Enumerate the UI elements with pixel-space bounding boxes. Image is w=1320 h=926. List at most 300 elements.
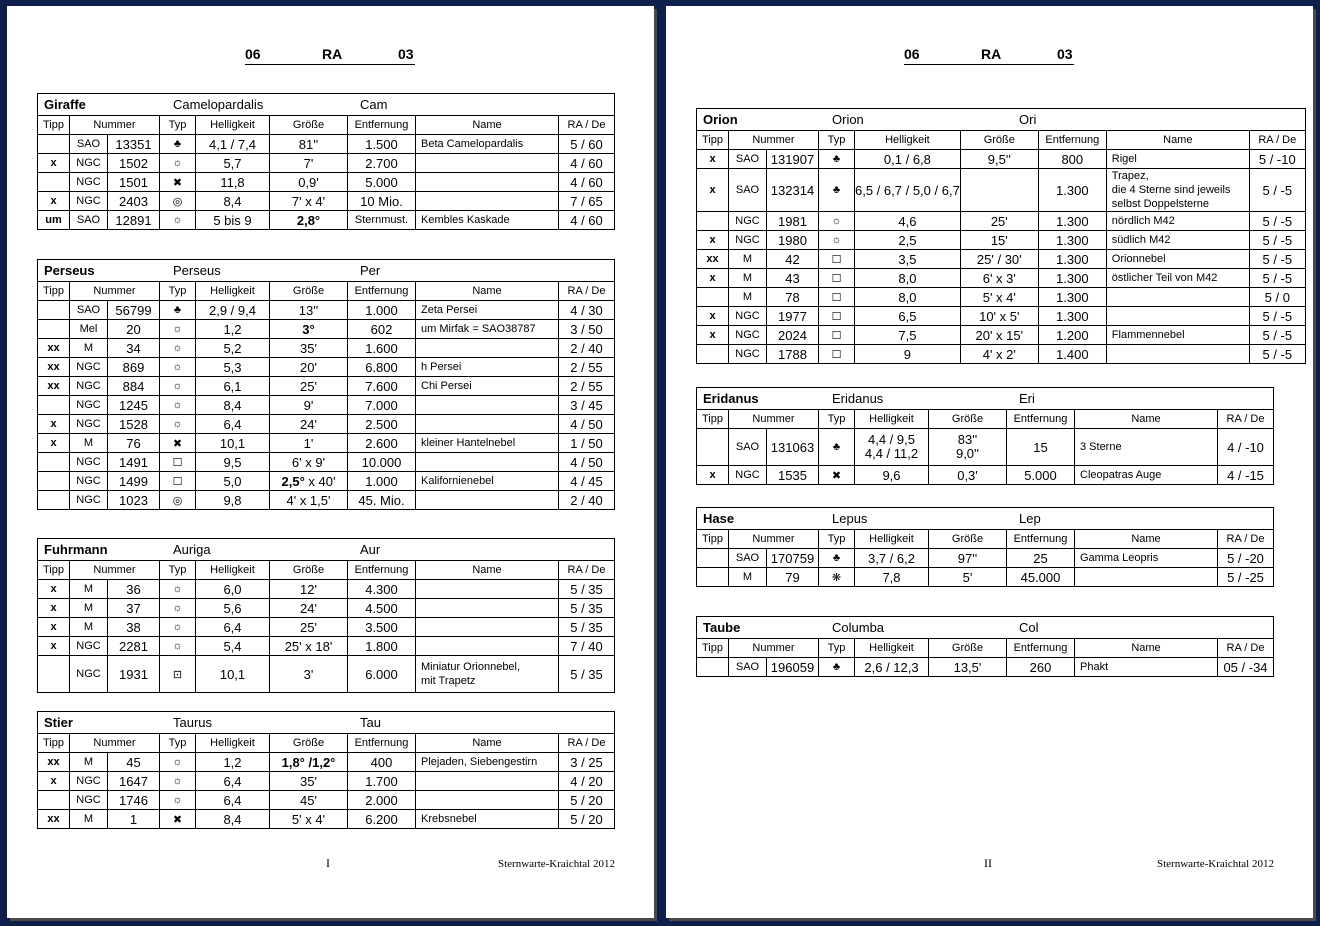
number-cell: 1977 [767,307,819,326]
tipp-cell: xx [38,753,70,772]
magnitude-cell: 6,5 / 6,7 / 5,0 / 6,7 [855,169,961,212]
constellation-title [697,617,1274,639]
name-cell [416,491,559,510]
ra-de-cell: 3 / 45 [559,396,615,415]
column-header-row [38,561,615,580]
column-header: Nummer [729,410,819,429]
name-cell: Kembles Kaskade [416,211,559,230]
number-cell: 131907 [767,150,819,169]
name-cell [1106,288,1249,307]
object-type-icon: ☼ [160,772,196,791]
header-minute: 03 [1057,46,1073,62]
object-row [38,656,615,693]
column-header: Typ [819,131,855,150]
catalog-cell: SAO [729,658,767,677]
size-cell: 13,5' [929,658,1007,677]
object-row [38,753,615,772]
number-cell: 20 [108,320,160,339]
size-cell: 24' [270,415,348,434]
catalog-cell: NGC [729,466,767,485]
ra-de-cell: 4 / 60 [559,154,615,173]
object-row [38,772,615,791]
size-cell: 1,8° /1,2° [270,753,348,772]
number-cell: 884 [108,377,160,396]
tipp-cell: x [38,618,70,637]
distance-cell: 5.000 [1007,466,1075,485]
tipp-cell [38,301,70,320]
column-header: Helligkeit [855,410,929,429]
object-type-icon: ✖ [160,173,196,192]
number-cell: 76 [108,434,160,453]
name-cell: Krebsnebel [416,810,559,829]
number-cell: 1647 [108,772,160,791]
column-header: Typ [160,561,196,580]
tipp-cell [38,491,70,510]
size-cell: 9,5'' [960,150,1038,169]
object-row [697,250,1306,269]
size-cell [960,169,1038,212]
header-hour: 06 [904,46,920,62]
constellation-abbreviation: Per [360,263,381,278]
size-cell: 6' x 9' [270,453,348,472]
object-row [38,580,615,599]
object-row [38,791,615,810]
constellation-german-name: Eridanus [703,391,759,406]
constellation-table-eridanus [696,387,1274,485]
tipp-cell: um [38,211,70,230]
distance-cell: 1.600 [348,339,416,358]
catalog-cell: NGC [70,656,108,693]
ra-de-cell: 5 / -5 [1249,307,1305,326]
name-cell: Trapez, die 4 Sterne sind jeweils selbst Doppelsterne [1106,169,1249,212]
magnitude-cell: 5,6 [196,599,270,618]
catalog-cell: NGC [70,173,108,192]
number-cell: 1023 [108,491,160,510]
number-cell: 34 [108,339,160,358]
column-header: Name [1075,410,1218,429]
object-row [38,599,615,618]
object-row [697,307,1306,326]
catalog-cell: M [70,339,108,358]
distance-cell: 1.300 [1038,250,1106,269]
size-cell: 81'' [270,135,348,154]
object-row [697,212,1306,231]
distance-cell: 10.000 [348,453,416,472]
size-cell: 3' [270,656,348,693]
distance-cell: 3.500 [348,618,416,637]
number-cell: 56799 [108,301,160,320]
object-row [38,301,615,320]
catalog-cell: M [70,753,108,772]
magnitude-cell: 4,4 / 9,5 4,4 / 11,2 [855,429,929,466]
column-header: Größe [929,639,1007,658]
size-cell: 3° [270,320,348,339]
column-header: Größe [270,116,348,135]
constellation-latin-name: Taurus [173,715,213,730]
size-cell: 20' x 15' [960,326,1038,345]
object-type-icon: ☼ [160,154,196,173]
tipp-cell [697,568,729,587]
ra-de-cell: 2 / 55 [559,358,615,377]
magnitude-cell: 8,4 [196,192,270,211]
constellation-title-row [38,712,615,734]
tipp-cell: x [697,169,729,212]
column-header: Name [416,561,559,580]
column-header: RA / De [1218,410,1274,429]
distance-cell: 400 [348,753,416,772]
magnitude-cell: 1,2 [196,320,270,339]
name-cell [416,396,559,415]
page-footer: Sternwarte-Kraichtal 2012 [498,858,615,870]
number-cell: 36 [108,580,160,599]
object-row [697,658,1274,677]
number-cell: 1491 [108,453,160,472]
ra-de-cell: 4 / 60 [559,173,615,192]
object-type-icon: ☼ [160,320,196,339]
constellation-title [697,388,1274,410]
distance-cell: 1.300 [1038,169,1106,212]
magnitude-cell: 6,4 [196,415,270,434]
distance-cell: 1.300 [1038,288,1106,307]
tipp-cell: x [38,434,70,453]
number-cell: 2024 [767,326,819,345]
constellation-german-name: Hase [703,511,735,526]
ra-de-cell: 2 / 40 [559,491,615,510]
object-row [38,434,615,453]
column-header-row [697,639,1274,658]
catalog-cell: M [70,434,108,453]
distance-cell: 260 [1007,658,1075,677]
ra-de-cell: 5 / 35 [559,599,615,618]
constellation-latin-name: Eridanus [832,391,884,406]
object-type-icon: ☼ [160,618,196,637]
constellation-title [697,508,1274,530]
magnitude-cell: 2,6 / 12,3 [855,658,929,677]
magnitude-cell: 3,5 [855,250,961,269]
object-row [38,358,615,377]
object-type-icon: ☼ [160,415,196,434]
distance-cell: 6.800 [348,358,416,377]
object-type-icon: ☼ [160,211,196,230]
ra-de-cell: 5 / -25 [1218,568,1274,587]
name-cell: kleiner Hantelnebel [416,434,559,453]
column-header: Tipp [697,131,729,150]
object-type-icon: ☼ [160,599,196,618]
column-header: Nummer [729,639,819,658]
distance-cell: 45. Mio. [348,491,416,510]
magnitude-cell: 0,1 / 6,8 [855,150,961,169]
object-type-icon: ☼ [819,212,855,231]
name-cell [416,618,559,637]
object-type-icon: ⊡ [160,656,196,693]
tipp-cell: x [697,231,729,250]
object-row [697,288,1306,307]
number-cell: 1501 [108,173,160,192]
page-left [7,6,654,918]
constellation-latin-name: Orion [832,112,864,127]
magnitude-cell: 9,5 [196,453,270,472]
distance-cell: 7.600 [348,377,416,396]
constellation-title-row [697,388,1274,410]
page-header [904,46,1074,65]
distance-cell: 4.500 [348,599,416,618]
constellation-title-row [697,109,1306,131]
ra-de-cell: 5 / 35 [559,656,615,693]
magnitude-cell: 6,5 [855,307,961,326]
constellation-title-row [38,539,615,561]
catalog-cell: SAO [729,169,767,212]
page-header [245,46,415,65]
tipp-cell [38,472,70,491]
column-header: Typ [160,116,196,135]
column-header: Tipp [38,561,70,580]
object-type-icon: ♣ [160,135,196,154]
column-header: Helligkeit [196,561,270,580]
distance-cell: 800 [1038,150,1106,169]
tipp-cell: x [697,326,729,345]
column-header: Nummer [70,734,160,753]
constellation-title-row [38,94,615,116]
number-cell: 1746 [108,791,160,810]
size-cell: 12' [270,580,348,599]
magnitude-cell: 8,4 [196,810,270,829]
column-header: Entfernung [348,282,416,301]
number-cell: 79 [767,568,819,587]
distance-cell: 2.500 [348,415,416,434]
object-type-icon: ◎ [160,192,196,211]
object-type-icon: ♣ [819,150,855,169]
distance-cell: 2.600 [348,434,416,453]
tipp-cell [697,429,729,466]
column-header: RA / De [1218,639,1274,658]
column-header: Helligkeit [196,734,270,753]
tipp-cell [38,320,70,339]
distance-cell: 25 [1007,549,1075,568]
column-header: RA / De [559,116,615,135]
magnitude-cell: 8,4 [196,396,270,415]
magnitude-cell: 3,7 / 6,2 [855,549,929,568]
tipp-cell: x [38,580,70,599]
ra-de-cell: 4 / 45 [559,472,615,491]
catalog-cell: NGC [70,192,108,211]
magnitude-cell: 5,4 [196,637,270,656]
object-row [38,453,615,472]
catalog-cell: NGC [70,491,108,510]
column-header: Helligkeit [855,639,929,658]
magnitude-cell: 10,1 [196,434,270,453]
constellation-table-hase [696,507,1274,587]
column-header: Größe [270,282,348,301]
ra-de-cell: 4 / 60 [559,211,615,230]
object-row [697,231,1306,250]
name-cell: um Mirfak = SAO38787 [416,320,559,339]
size-cell: 1' [270,434,348,453]
column-header: Typ [819,410,855,429]
number-cell: 13351 [108,135,160,154]
distance-cell: 6.200 [348,810,416,829]
object-type-icon: ♣ [819,169,855,212]
catalog-cell: SAO [729,549,767,568]
catalog-cell: M [70,580,108,599]
size-cell: 7' x 4' [270,192,348,211]
tipp-cell [38,453,70,472]
distance-cell: 6.000 [348,656,416,693]
column-header: Typ [819,530,855,549]
distance-cell: 45.000 [1007,568,1075,587]
constellation-abbreviation: Ori [1019,112,1037,127]
constellation-table-stier [37,711,615,829]
number-cell: 1499 [108,472,160,491]
ra-de-cell: 05 / -34 [1218,658,1274,677]
object-type-icon: ☼ [160,377,196,396]
column-header-row [38,734,615,753]
distance-cell: 1.000 [348,472,416,491]
number-cell: 1931 [108,656,160,693]
distance-cell: 1.300 [1038,307,1106,326]
object-row [38,339,615,358]
header-hour: 06 [245,46,261,62]
constellation-abbreviation: Lep [1019,511,1041,526]
tipp-cell: x [697,150,729,169]
catalog-cell: NGC [729,231,767,250]
object-type-icon: ✖ [819,466,855,485]
distance-cell: 2.700 [348,154,416,173]
tipp-cell: x [38,772,70,791]
column-header: Tipp [697,410,729,429]
constellation-german-name: Taube [703,620,741,635]
magnitude-cell: 5 bis 9 [196,211,270,230]
column-header: Tipp [38,282,70,301]
ra-de-cell: 2 / 40 [559,339,615,358]
object-row [38,192,615,211]
ra-de-cell: 5 / 35 [559,618,615,637]
catalog-cell: NGC [70,453,108,472]
size-cell: 5' x 4' [960,288,1038,307]
constellation-latin-name: Columba [832,620,885,635]
object-row [38,415,615,434]
number-cell: 131063 [767,429,819,466]
header-ra: RA [981,46,1002,62]
number-cell: 1245 [108,396,160,415]
size-cell: 5' x 4' [270,810,348,829]
size-cell: 45' [270,791,348,810]
column-header-row [697,530,1274,549]
tipp-cell: x [38,599,70,618]
page-right [666,6,1313,918]
number-cell: 1535 [767,466,819,485]
distance-cell: 4.300 [348,580,416,599]
magnitude-cell: 4,6 [855,212,961,231]
constellation-table-perseus [37,259,615,510]
column-header: Nummer [70,116,160,135]
object-row [38,154,615,173]
header-ra: RA [322,46,343,62]
tipp-cell: x [38,192,70,211]
object-row [697,150,1306,169]
catalog-cell: M [70,618,108,637]
magnitude-cell: 2,9 / 9,4 [196,301,270,320]
size-cell: 25' x 18' [270,637,348,656]
tipp-cell: x [38,637,70,656]
magnitude-cell: 4,1 / 7,4 [196,135,270,154]
object-type-icon: ☼ [160,580,196,599]
catalog-cell: SAO [70,135,108,154]
size-cell: 2,8° [270,211,348,230]
size-cell: 6' x 3' [960,269,1038,288]
column-header: Entfernung [348,116,416,135]
number-cell: 12891 [108,211,160,230]
object-row [697,326,1306,345]
constellation-title-row [38,260,615,282]
constellation-abbreviation: Aur [360,542,381,557]
magnitude-cell: 5,2 [196,339,270,358]
tipp-cell: x [697,466,729,485]
object-type-icon: ☐ [819,307,855,326]
magnitude-cell: 6,0 [196,580,270,599]
ra-de-cell: 5 / 20 [559,791,615,810]
number-cell: 42 [767,250,819,269]
size-cell: 0,9' [270,173,348,192]
tipp-cell: x [697,307,729,326]
tipp-cell [697,549,729,568]
column-header: Entfernung [1007,530,1075,549]
object-row [38,396,615,415]
name-cell [1106,345,1249,364]
name-cell: Flammennebel [1106,326,1249,345]
column-header: Nummer [70,282,160,301]
column-header: RA / De [559,734,615,753]
object-row [38,618,615,637]
number-cell: 43 [767,269,819,288]
column-header: Helligkeit [855,131,961,150]
number-cell: 869 [108,358,160,377]
ra-de-cell: 5 / -5 [1249,269,1305,288]
name-cell: Beta Camelopardalis [416,135,559,154]
constellation-table-giraffe [37,93,615,230]
catalog-cell: Mel [70,320,108,339]
column-header: Nummer [729,530,819,549]
page-number: II [984,856,992,870]
column-header: Tipp [38,734,70,753]
ra-de-cell: 5 / -20 [1218,549,1274,568]
number-cell: 1788 [767,345,819,364]
number-cell: 37 [108,599,160,618]
ra-de-cell: 5 / 20 [559,810,615,829]
column-header: Name [416,116,559,135]
column-header: Größe [960,131,1038,150]
catalog-cell: M [729,250,767,269]
column-header: Typ [819,639,855,658]
tipp-cell [38,656,70,693]
catalog-cell: NGC [70,772,108,791]
catalog-cell: NGC [70,472,108,491]
object-type-icon: ☼ [160,753,196,772]
column-header: Entfernung [348,734,416,753]
distance-cell: 15 [1007,429,1075,466]
column-header: Nummer [729,131,819,150]
name-cell [416,192,559,211]
constellation-title-row [697,508,1274,530]
object-row [38,810,615,829]
constellation-abbreviation: Col [1019,620,1039,635]
distance-cell: 10 Mio. [348,192,416,211]
magnitude-cell: 11,8 [196,173,270,192]
distance-cell: 7.000 [348,396,416,415]
magnitude-cell: 9,6 [855,466,929,485]
ra-de-cell: 4 / 30 [559,301,615,320]
number-cell: 132314 [767,169,819,212]
object-type-icon: ♣ [819,658,855,677]
